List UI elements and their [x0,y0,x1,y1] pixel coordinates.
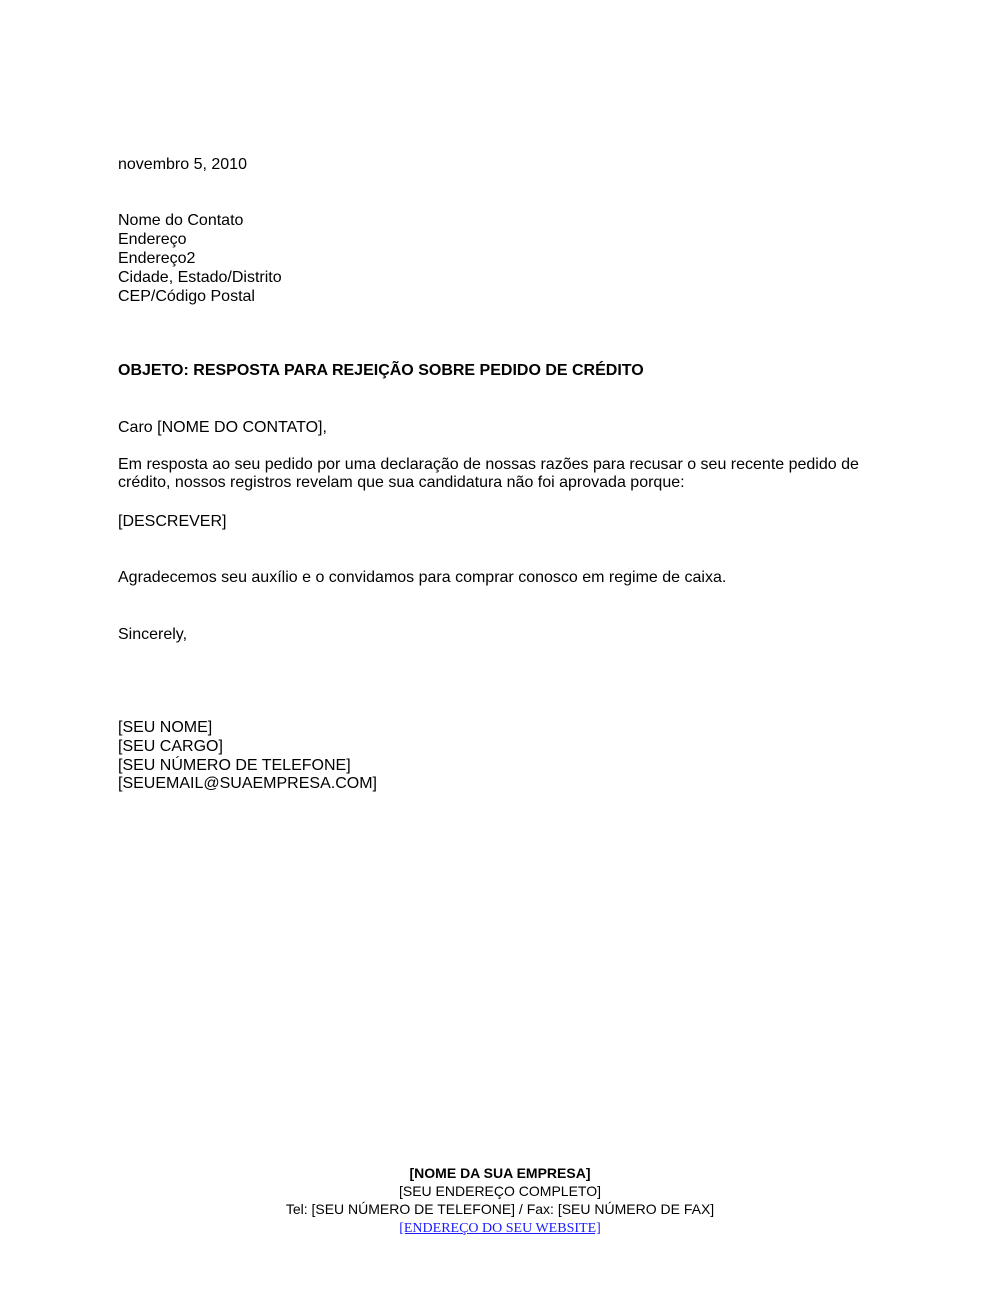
letter-describe-placeholder: [DESCREVER] [118,513,227,530]
letter-body-paragraph [118,456,898,492]
letter-body-line-1: Em resposta ao seu pedido por uma declaração de nossas razões para recusar o seu recente pedido de [118,456,859,473]
letter-subject: OBJETO: RESPOSTA PARA REJEIÇÃO SOBRE PEDIDO DE CRÉDITO [118,362,644,379]
footer-contact: Tel: [SEU NÚMERO DE TELEFONE] / Fax: [SEU NÚMERO DE FAX] [285,1201,715,1217]
signature-email: [SEUEMAIL@SUAEMPRESA.COM] [118,775,377,792]
letter-signoff: Sincerely, [118,626,188,643]
footer-company-name: [NOME DA SUA EMPRESA] [409,1165,591,1181]
recipient-postal-code: CEP/Código Postal [118,288,255,305]
letter-body-line-2: crédito, nossos registros revelam que sua candidatura não foi aprovada porque: [118,474,685,491]
signature-name: [SEU NOME] [118,719,213,736]
signature-title: [SEU CARGO] [118,738,223,755]
recipient-city-state: Cidade, Estado/Distrito [118,269,282,286]
recipient-name: Nome do Contato [118,212,244,229]
letter-salutation: Caro [NOME DO CONTATO], [118,419,327,436]
footer-website-link[interactable]: [ENDEREÇO DO SEU WEBSITE] [399,1221,601,1236]
recipient-address-line-2: Endereço2 [118,250,196,267]
footer-address: [SEU ENDEREÇO COMPLETO] [398,1183,601,1199]
signature-phone: [SEU NÚMERO DE TELEFONE] [118,757,351,774]
letterhead-footer [0,1164,1000,1238]
letter-closing-paragraph: Agradecemos seu auxílio e o convidamos para comprar conosco em regime de caixa. [118,569,727,586]
letter-date: novembro 5, 2010 [118,156,247,173]
recipient-address-line-1: Endereço [118,231,187,248]
